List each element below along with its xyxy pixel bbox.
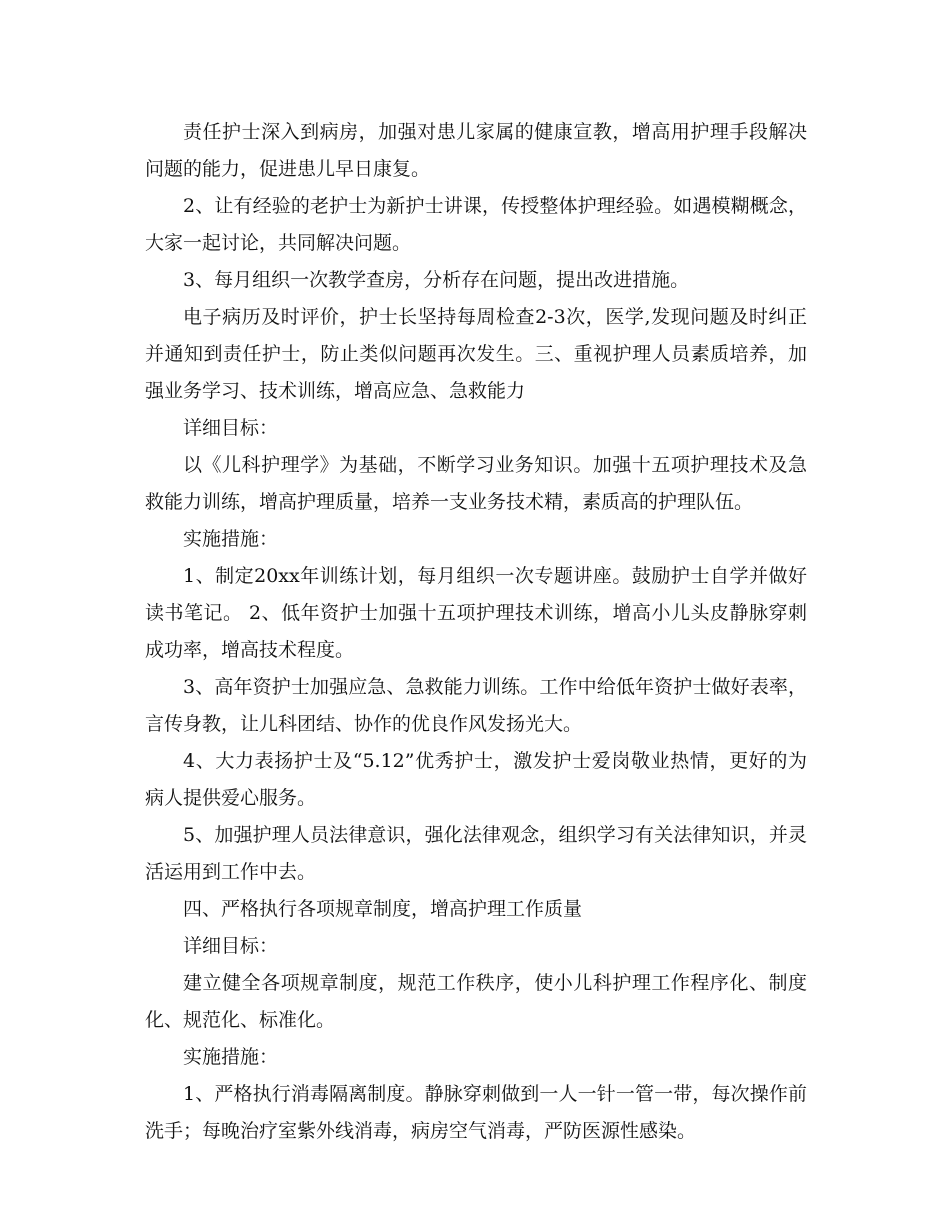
paragraph: 1、制定20xx年训练计划，每月组织一次专题讲座。鼓励护士自学并做好读书笔记。 2、低年资护士加强十五项护理技术训练，增高小儿头皮静脉穿刺成功率，增高技术程度。 (145, 565, 807, 661)
section-subheading: 实施措施： (183, 528, 279, 550)
paragraph: 以《儿科护理学》为基础，不断学习业务知识。加强十五项护理技术及急救能力训练，增高护理质量，培养一支业务技术精，素质高的护理队伍。 (145, 454, 807, 513)
section-subheading: 详细目标： (183, 417, 279, 439)
section-subheading: 实施措施： (183, 1046, 279, 1068)
section-subheading: 详细目标： (183, 935, 279, 957)
paragraph: 3、每月组织一次教学查房，分析存在问题，提出改进措施。 (183, 269, 690, 291)
paragraph: 建立健全各项规章制度，规范工作秩序，使小儿科护理工作程序化、制度化、规范化、标准化。 (145, 972, 807, 1031)
document-body (145, 114, 807, 1150)
paragraph: 2、让有经验的老护士为新护士讲课，传授整体护理经验。如遇模糊概念，大家一起讨论，共同解决问题。 (145, 195, 807, 254)
section-heading: 四、严格执行各项规章制度，增高护理工作质量 (183, 898, 583, 920)
paragraph: 3、高年资护士加强应急、急救能力训练。工作中给低年资护士做好表率，言传身教，让儿科团结、协作的优良作风发扬光大。 (145, 676, 807, 735)
paragraph: 4、大力表扬护士及“5.12”优秀护士，激发护士爱岗敬业热情，更好的为病人提供爱心服务。 (145, 750, 807, 809)
paragraph: 5、加强护理人员法律意识，强化法律观念，组织学习有关法律知识，并灵活运用到工作中去。 (145, 824, 807, 883)
paragraph: 1、严格执行消毒隔离制度。静脉穿刺做到一人一针一管一带，每次操作前洗手；每晚治疗室紫外线消毒，病房空气消毒，严防医源性感染。 (145, 1083, 807, 1142)
paragraph: 责任护士深入到病房，加强对患儿家属的健康宣教，增高用护理手段解决问题的能力，促进患儿早日康复。 (145, 121, 807, 180)
paragraph: 电子病历及时评价，护士长坚持每周检查2-3次，医学,发现问题及时纠正并通知到责任护士，防止类似问题再次发生。三、重视护理人员素质培养，加强业务学习、技术训练，增高应急、急救能力 (145, 306, 807, 402)
